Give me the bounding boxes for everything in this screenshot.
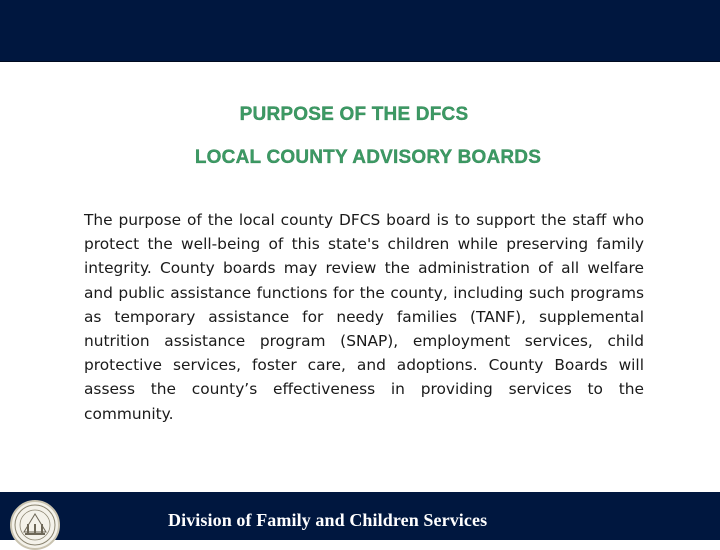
slide-title-line-2: LOCAL COUNTY ADVISORY BOARDS [194,147,542,168]
state-seal-icon [10,500,60,550]
header-band [0,0,720,62]
slide-title-line-1: PURPOSE OF THE DFCS [239,104,469,125]
footer-division-label: Division of Family and Children Services [168,510,488,530]
slide-body-text: The purpose of the local county DFCS board is to support the staff who protect the well-being of this state's children while preserving family integrity. County boards may review the administration of all welfare and public assistance functions for the county, including such programs as temporary assistance for needy families (TANF), supplemental nutrition assistance program (SNAP), employment services, child protective services, foster care, and adoptions. County Boards will assess the county’s effectiveness in providing services to the community. [84,211,644,423]
